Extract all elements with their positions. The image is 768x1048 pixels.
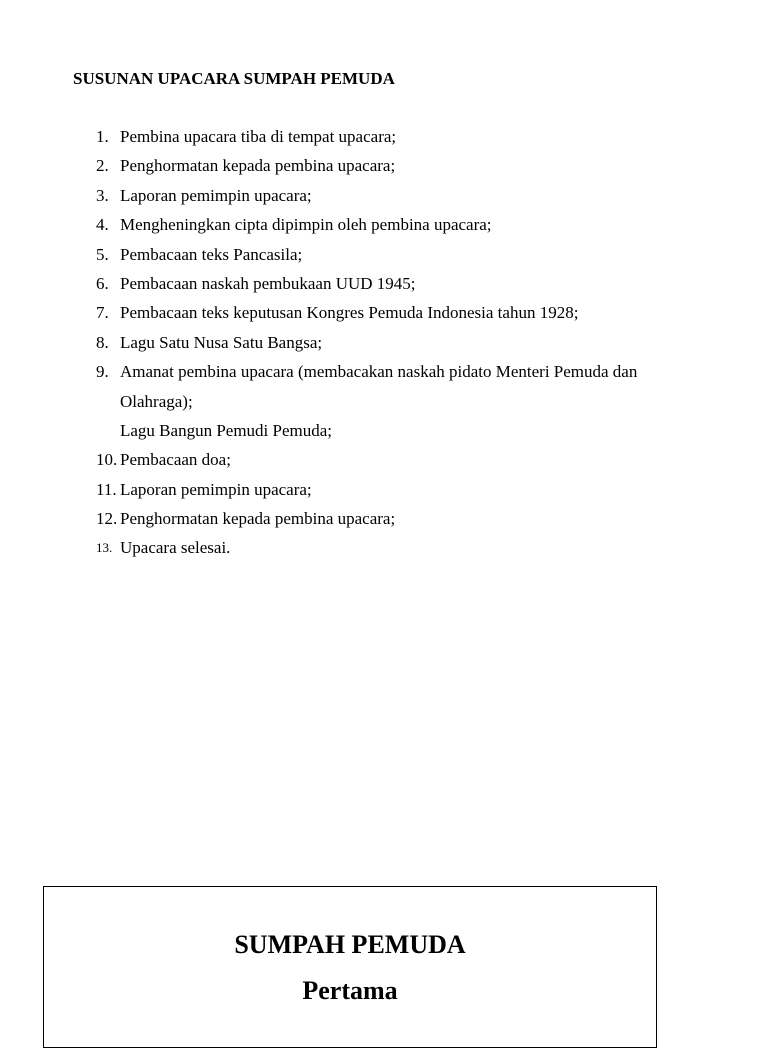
agenda-number: 8.	[96, 332, 109, 352]
agenda-item-3	[0, 181, 700, 210]
agenda-item-9-continuation	[0, 387, 700, 416]
agenda-number: 10.	[96, 450, 118, 470]
agenda-text-continuation: Olahraga);	[120, 391, 193, 411]
agenda-number: 12.	[96, 509, 118, 529]
agenda-text: Pembacaan teks Pancasila;	[120, 244, 303, 264]
agenda-item-2	[0, 151, 700, 180]
agenda-item-13	[0, 533, 700, 562]
agenda-item-9	[0, 357, 700, 386]
agenda-item-5	[0, 240, 700, 269]
agenda-text: Pembacaan doa;	[120, 450, 231, 470]
agenda-text: Laporan pemimpin upacara;	[120, 479, 312, 499]
agenda-text: Penghormatan kepada pembina upacara;	[120, 156, 396, 176]
agenda-item-unnumbered	[0, 416, 700, 445]
agenda-text: Upacara selesai.	[120, 538, 231, 558]
agenda-text: Amanat pembina upacara (membacakan naskah pidato Menteri Pemuda dan	[120, 362, 638, 382]
oath-subtitle: Pertama	[302, 976, 398, 1005]
agenda-number: 5.	[96, 244, 109, 264]
agenda-number: 7.	[96, 303, 109, 323]
agenda-item-7	[0, 298, 700, 327]
agenda-text: Pembacaan teks keputusan Kongres Pemuda Indonesia tahun 1928;	[120, 303, 579, 323]
agenda-text: Lagu Satu Nusa Satu Bangsa;	[120, 332, 323, 352]
agenda-number: 4.	[96, 215, 109, 235]
agenda-number: 3.	[96, 185, 109, 205]
agenda-list	[0, 122, 700, 563]
agenda-text: Lagu Bangun Pemudi Pemuda;	[120, 420, 333, 440]
agenda-number: 9.	[96, 362, 109, 382]
agenda-text: Laporan pemimpin upacara;	[120, 185, 312, 205]
agenda-item-4	[0, 210, 700, 239]
agenda-item-12	[0, 504, 700, 533]
oath-title: SUMPAH PEMUDA	[234, 930, 466, 959]
agenda-item-6	[0, 269, 700, 298]
agenda-text: Mengheningkan cipta dipimpin oleh pembina upacara;	[120, 215, 492, 235]
agenda-text: Pembina upacara tiba di tempat upacara;	[120, 127, 397, 146]
agenda-number: 1.	[96, 127, 109, 146]
agenda-number: 2.	[96, 156, 109, 176]
agenda-text: Penghormatan kepada pembina upacara;	[120, 509, 396, 529]
agenda-item-10	[0, 445, 700, 474]
page-heading: SUSUNAN UPACARA SUMPAH PEMUDA	[73, 69, 395, 88]
agenda-number: 11.	[96, 479, 117, 499]
agenda-number: 13.	[96, 540, 113, 556]
agenda-item-1	[0, 122, 700, 151]
agenda-text: Pembacaan naskah pembukaan UUD 1945;	[120, 273, 416, 293]
agenda-number: 6.	[96, 273, 109, 293]
agenda-item-8	[0, 328, 700, 357]
agenda-item-11	[0, 475, 700, 504]
